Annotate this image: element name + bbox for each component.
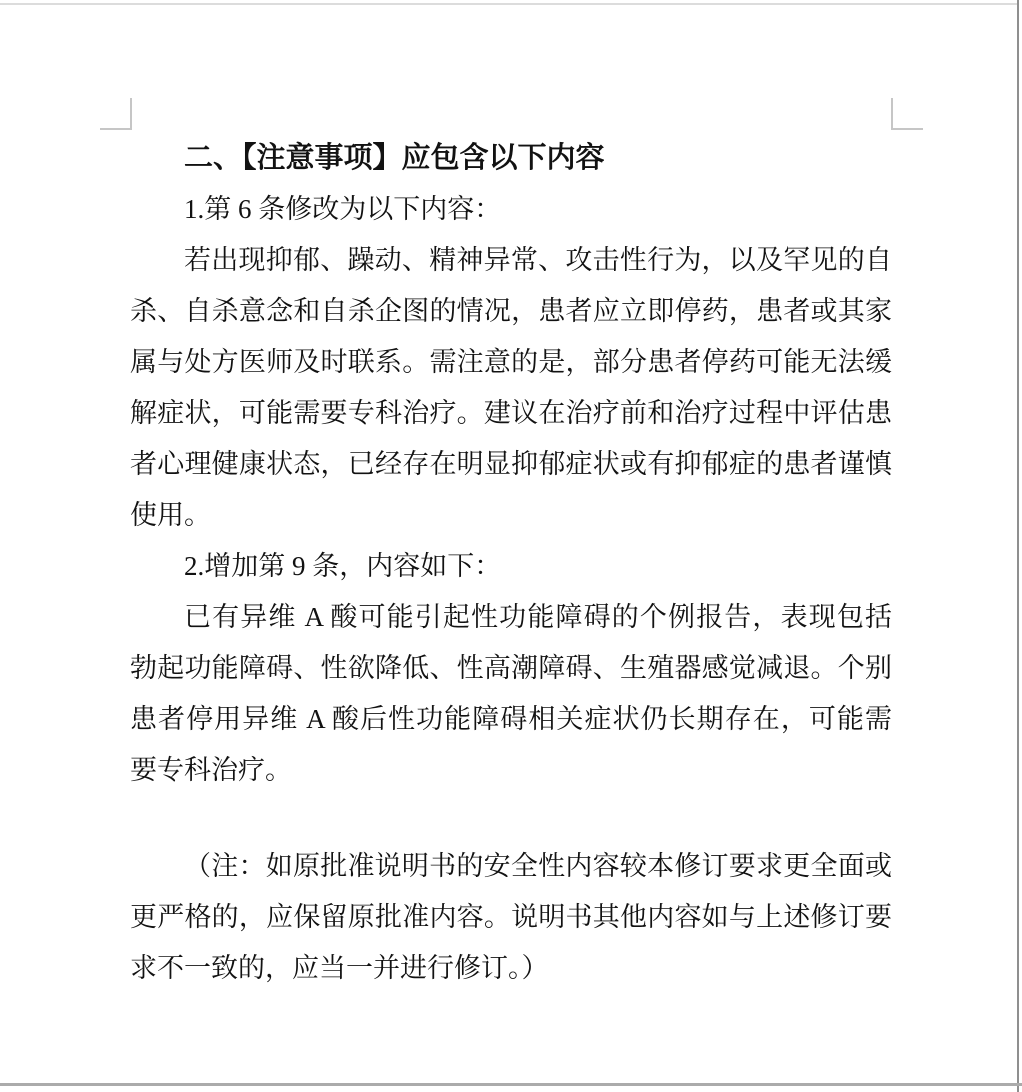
text-line: 勃起功能障碍、性欲降低、性高潮障碍、生殖器感觉减退。个别 xyxy=(130,653,892,683)
margin-corner-top-right xyxy=(891,98,923,130)
section-heading: 二、【注意事项】应包含以下内容 xyxy=(184,142,605,174)
text-line: 要专科治疗。 xyxy=(130,755,292,785)
paragraphs-container xyxy=(130,184,892,994)
page-right-edge xyxy=(1017,0,1019,1092)
text-line: （注：如原批准说明书的安全性内容较本修订要求更全面或 xyxy=(184,851,892,881)
page-bottom-edge xyxy=(0,1083,1022,1086)
paragraph xyxy=(130,592,892,796)
text-line: 1.第 6 条修改为以下内容： xyxy=(184,194,502,224)
text-line: 已有异维 A 酸可能引起性功能障碍的个例报告，表现包括 xyxy=(184,602,892,632)
text-line: 患者停用异维 A 酸后性功能障碍相关症状仍长期存在，可能需 xyxy=(130,704,892,734)
text-line: 2.增加第 9 条，内容如下： xyxy=(184,551,502,581)
text-line: 者心理健康状态，已经存在明显抑郁症状或有抑郁症的患者谨慎 xyxy=(130,449,892,479)
text-line: 杀、自杀意念和自杀企图的情况，患者应立即停药，患者或其家 xyxy=(130,296,892,326)
text-line: 若出现抑郁、躁动、精神异常、攻击性行为，以及罕见的自 xyxy=(184,245,892,275)
paragraph xyxy=(130,841,892,994)
paragraph xyxy=(130,541,892,592)
document-body xyxy=(130,133,892,994)
text-line: 求不一致的，应当一并进行修订。） xyxy=(130,953,549,983)
margin-corner-top-left xyxy=(100,98,132,130)
page-top-edge xyxy=(0,3,1018,5)
text-line: 使用。 xyxy=(130,500,211,530)
text-line: 更严格的，应保留原批准内容。说明书其他内容如与上述修订要 xyxy=(130,902,892,932)
text-line: 属与处方医师及时联系。需注意的是，部分患者停药可能无法缓 xyxy=(130,347,892,377)
paragraph xyxy=(130,235,892,541)
paragraph xyxy=(130,184,892,235)
text-line: 解症状，可能需要专科治疗。建议在治疗前和治疗过程中评估患 xyxy=(130,398,892,428)
